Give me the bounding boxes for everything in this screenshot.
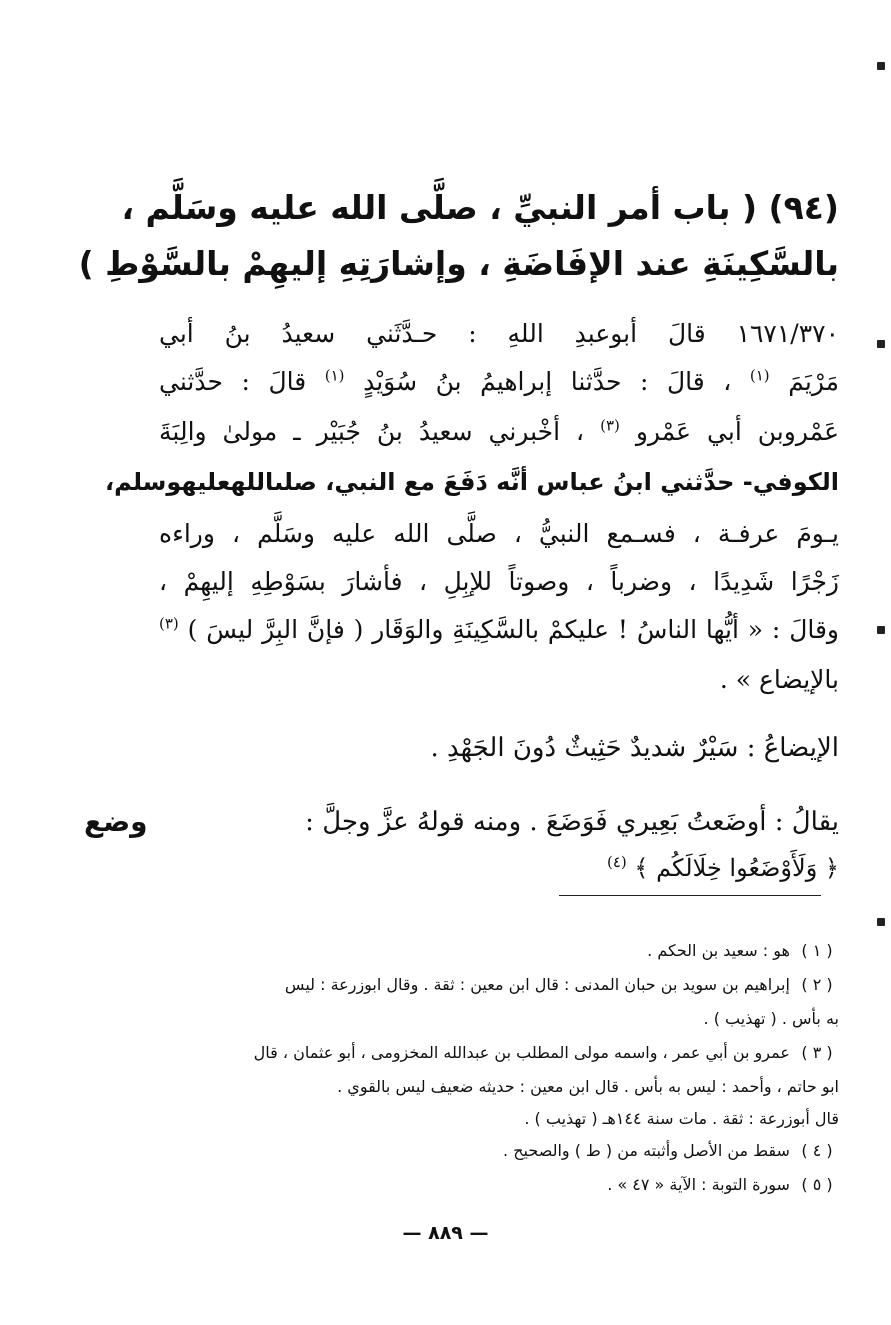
footnote-2-continuation [149,1004,839,1034]
hadith-line-3 [159,410,839,454]
footnote-text: عمرو بن أبي عمر ، واسمه مولى المطلب بن عبدالله المخزومى ، أبو عثمان ، قال [253,1043,790,1062]
footnote-3-continuation [149,1072,839,1102]
hadith-text: ، أخْبرني سعيدُ بنُ جُبَيْر ـ مولىٰ والِبَةَ [159,417,585,446]
explanation-line-1: الإيضاعُ : سَيْرٌ شديدٌ حَثِيثٌ دُونَ الجَهْدِ . [430,733,839,763]
footnote-reference: (١) [324,366,345,385]
hadith-text: قالَ : حدَّثني [159,367,307,396]
quran-verse: ﴿ وَلَأَوْضَعُوا خِلَالَكُم ﴾ [634,854,839,882]
footnote-number: ( ١ ) [801,941,833,960]
footnote-text: سورة التوبة : الآية « ٤٧ » . [607,1175,790,1194]
hadith-line-8: بالإيضاع » . [719,665,839,694]
chapter-heading-line-2: بالسَّكِينَةِ عند الإفَاضَةِ ، وإشارَتِهِ إليهِمْ بالسَّوْطِ ) [78,244,839,283]
hadith-line-1: ١٦٧١/٣٧٠ قالَ أبوعبدِ اللهِ : حـدَّثَني سعيدُ بنُ أبي [159,319,839,348]
footnote-5 [159,1170,839,1200]
footnote-text: قال أبوزرعة : ثقة . مات سنة ١٤٤هـ ( تهذيب ) . [524,1109,839,1128]
footnote-reference: (٣) [600,416,620,435]
footnote-number: ( ٢ ) [801,975,833,994]
scan-edge-mark [877,62,885,70]
footnote-text: هو : سعيد بن الحكم . [647,941,790,960]
footnote-number: ( ٥ ) [801,1175,833,1194]
footnote-number: ( ٤ ) [801,1141,833,1160]
footnote-text: ابو حاتم ، وأحمد : ليس به بأس . قال ابن معين : حديثه ضعيف ليس بالقوي . [337,1077,839,1096]
scan-edge-mark [877,340,885,348]
footnote-3 [159,1038,839,1068]
footnote-text: سقط من الأصل وأثبته من ( ط ) والصحيح . [503,1141,790,1160]
footnote-3-continuation [149,1104,839,1134]
footnote-reference: (٣) [159,614,179,633]
page-number: — ٨٨٩ — [402,1222,489,1244]
hadith-line-5: يـومَ عرفـة ، فسـمع النبيُّ ، صلَّى الله عليه وسَلَّم ، وراءه [159,519,839,548]
hadith-text: مَرْيَمَ [788,367,839,396]
hadith-line-6: زَجْرًا شَدِيدًا ، وضرباً ، وصوتاً للإبِلِ ، فأشارَ بسَوْطِهِ إليهِمْ ، [159,567,839,596]
footnote-1 [159,936,839,966]
footnote-separator [559,895,821,896]
hadith-line-2 [159,360,839,404]
chapter-heading-line-1: (٩٤) ( باب أمر النبيِّ ، صلَّى الله عليه وسَلَّم ، [121,188,839,227]
footnote-2 [159,970,839,1000]
scan-edge-mark [877,918,885,926]
footnote-reference: (٤) [606,853,627,871]
footnote-text: به بأس . ( تهذيب ) . [703,1009,839,1028]
hadith-line-4: الكوفي- حدَّثني ابنُ عباس أنَّه دَفَعَ مع النبي، صلىاللهعليهوسلم، [105,468,839,496]
footnote-4 [159,1136,839,1166]
hadith-text: عَمْروبن أبي عَمْرو [635,417,839,446]
margin-keyword: وضع [84,805,148,838]
hadith-text: وقالَ : « أيُّها الناسُ ! عليكمْ بالسَّكِينَةِ والوَقَار ( فإنَّ البِرَّ ليسَ ) [187,615,840,644]
footnote-reference: (١) [749,366,770,385]
explanation-line-2: يقالُ : أوضَعتُ بَعِيري فَوَضَعَ . ومنه قولهُ عزَّ وجلَّ : [305,807,839,837]
explanation-line-3 [159,846,839,890]
hadith-text: ، قالَ : حدَّثنا إبراهيمُ بنُ سُوَيْدٍ [363,367,732,396]
hadith-line-7 [159,608,839,652]
scan-edge-mark [877,626,885,634]
footnote-text: إبراهيم بن سويد بن حبان المدنى : قال ابن معين : ثقة . وقال ابوزرعة : ليس [284,975,790,994]
footnote-number: ( ٣ ) [801,1043,833,1062]
